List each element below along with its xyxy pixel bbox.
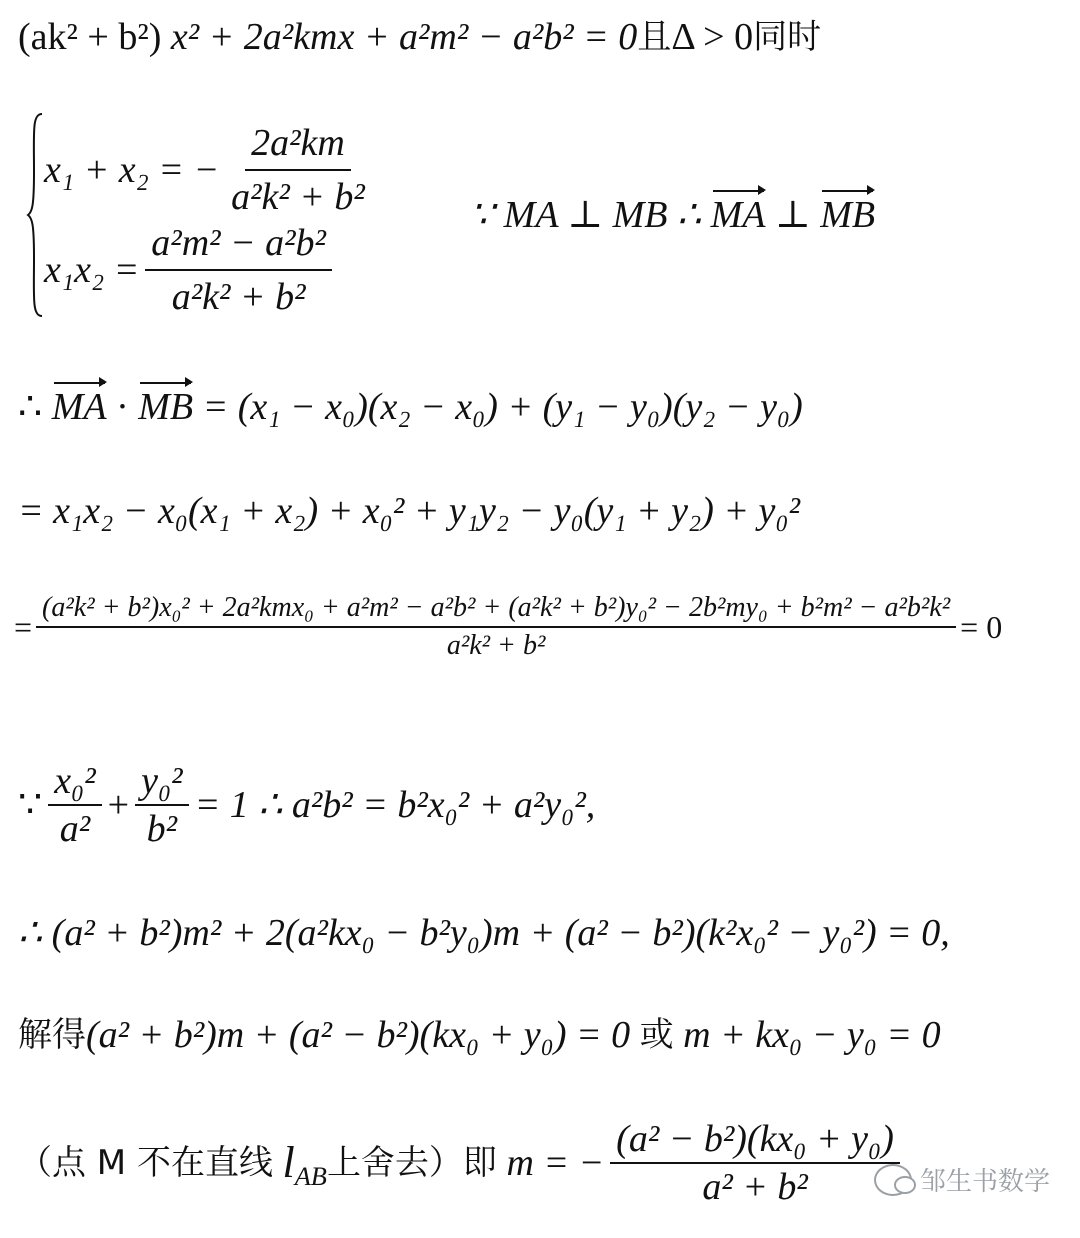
vieta-sum <box>44 120 377 220</box>
ellipse-fraction-x <box>48 762 101 848</box>
perp-text: ∵ MA ⊥ MB ∴ <box>470 194 702 236</box>
big-fraction <box>36 594 956 660</box>
left-brace <box>26 112 44 318</box>
eq1-delta: Δ > 0 <box>671 16 754 58</box>
final-result <box>18 1120 906 1206</box>
perp-symbol: ⊥ <box>775 194 811 236</box>
expansion-line <box>18 492 800 530</box>
ellipse-condition <box>18 762 595 848</box>
vieta-product <box>44 220 377 320</box>
dot-product-line <box>18 388 803 426</box>
final-line-l: $l_{AB}$ <box>282 1138 327 1191</box>
ellipse-x-den: a² <box>59 808 91 850</box>
eq1-cjk-and: 且 <box>637 17 672 57</box>
ellipse-fraction-y <box>135 762 188 848</box>
perpendicular-statement <box>470 196 875 234</box>
final-line-subscript: AB <box>294 1160 327 1191</box>
ellipse-rhs: = 1 ∴ a²b² = b²x₀² + a²y₀², <box>194 784 596 826</box>
quadratic-text: ∴ (a² + b²)m² + 2(a²kx₀ − b²y₀)m + (a² − b²)(k²x₀² − y₀²) = 0, <box>18 912 950 954</box>
ellipse-y-den: b² <box>146 808 178 850</box>
dot-therefore: ∴ <box>18 386 43 428</box>
vector-mb: MB <box>820 194 876 236</box>
combined-fraction-line <box>14 594 1002 660</box>
dot-vector-ma: MA <box>51 386 107 428</box>
big-eq-sign: = <box>14 609 33 645</box>
expansion-text: = x₁x₂ − x₀(x₁ + x₂) + x₀² + y₁y₂ − y₀(y₁ + y₂) + y₀² <box>18 490 800 532</box>
eq1-cjk-meanwhile: 同时 <box>753 17 822 57</box>
big-denominator: a²k² + b² <box>446 630 546 661</box>
quadratic-in-m <box>18 914 950 952</box>
final-fraction <box>610 1120 900 1206</box>
wechat-icon <box>874 1164 912 1196</box>
vieta-prod-numerator: a²m² − a²b² <box>145 221 332 271</box>
final-numerator: (a² − b²)(kx₀ + y₀) <box>610 1120 900 1164</box>
vieta-sum-denominator: a²k² + b² <box>231 176 365 218</box>
final-cjk-1: （点 M 不在直线 <box>18 1143 273 1183</box>
ellipse-y-num: y₀² <box>135 762 188 806</box>
ellipse-plus: + <box>107 784 130 826</box>
solution-cjk-or: 或 <box>639 1015 674 1055</box>
big-rhs: = 0 <box>960 609 1003 645</box>
big-numerator: (a²k² + b²)x₀² + 2a²kmx₀ + a²m² − a²b² + (a²k² + b²)y₀² − 2b²my₀ + b²m² − a²b²k² <box>36 594 956 628</box>
equation-line-1 <box>18 18 821 56</box>
vieta-prod-fraction <box>145 221 332 319</box>
ellipse-x-num: x₀² <box>48 762 101 806</box>
solution-line <box>18 1016 941 1054</box>
dot-symbol: · <box>116 386 129 428</box>
vieta-sum-lhs: x₁ + x₂ = − <box>44 149 220 191</box>
solution-a: (a² + b²)m + (a² − b²)(kx₀ + y₀) = 0 <box>86 1014 631 1056</box>
vieta-prod-denominator: a²k² + b² <box>171 276 306 318</box>
ellipse-because: ∵ <box>18 784 43 826</box>
watermark-text: 邹生书数学 <box>919 1167 1050 1197</box>
eq1-part-b: x² + 2a²kmx + a²m² − a²b² = 0 <box>170 16 638 58</box>
solution-b: m + kx₀ − y₀ = 0 <box>683 1014 941 1056</box>
eq1-part-a: (ak² + b²) <box>18 16 162 58</box>
final-denominator: a² + b² <box>702 1166 808 1208</box>
solution-cjk-solve: 解得 <box>18 1015 86 1055</box>
dot-rhs: = (x₁ − x₀)(x₂ − x₀) + (y₁ − y₀)(y₂ − y₀) <box>202 386 803 428</box>
final-cjk-2: 上舍去）即 <box>326 1143 497 1183</box>
watermark <box>874 1161 1050 1198</box>
vieta-prod-lhs: x₁x₂ = <box>44 249 140 291</box>
final-m: m = − <box>506 1142 605 1184</box>
dot-vector-mb: MB <box>138 386 194 428</box>
vieta-sum-fraction <box>225 121 371 219</box>
vieta-sum-numerator: 2a²km <box>245 121 351 171</box>
vector-ma: MA <box>710 194 766 236</box>
vieta-system <box>44 120 377 320</box>
